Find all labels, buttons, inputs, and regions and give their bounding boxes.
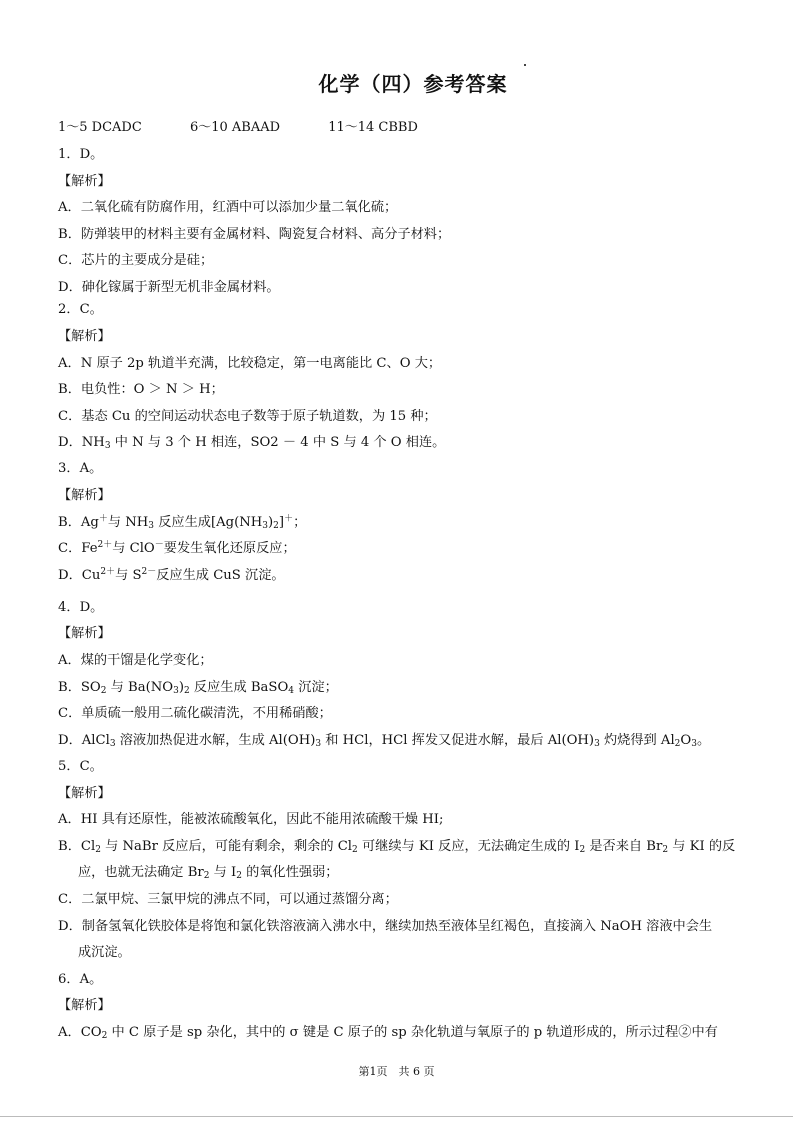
page-footer: 第1页 共 6 页	[358, 1065, 435, 1078]
q1-analysis-tag: 【解析】	[58, 174, 111, 189]
q1-option-c: C．芯片的主要成分是硅；	[58, 253, 214, 268]
decorative-dot	[524, 64, 526, 66]
q5-option-d-line1: D．制备氢氧化铁胶体是将饱和氯化铁溶液滴入沸水中，继续加热至液体呈红褐色，直接滴入 NaOH 溶液中会生	[58, 919, 713, 934]
q1-option-a: A．二氧化硫有防腐作用，红酒中可以添加少量二氧化硫；	[58, 200, 398, 215]
q3-head: 3．A。	[58, 461, 103, 476]
q4-option-d: D．AlCl$_3$ 溶液加热促进水解，生成 $Al(OH)_3$ 和 HCl，HCl 挥发又促进水解，最后 $Al(OH)_3$ 灼烧得到 $Al_2O_3$。	[58, 733, 711, 749]
summary-11-14: 11～14 CBBD	[328, 120, 418, 135]
q4-option-a: A．煤的干馏是化学变化；	[58, 653, 213, 668]
answer-summary	[58, 116, 418, 135]
q2-option-a: A．N 原子 2p 轨道半充满，比较稳定，第一电离能比 C、O 大；	[58, 356, 442, 371]
q1-head: 1．D。	[58, 147, 104, 162]
q2-head: 2．C。	[58, 302, 103, 317]
q5-option-d-line2: 成沉淀。	[78, 945, 131, 960]
q2-option-b: B．电负性：O ＞ N ＞ H；	[58, 382, 224, 397]
q6-head: 6．A。	[58, 972, 103, 987]
q2-option-c: C．基态 Cu 的空间运动状态电子数等于原子轨道数，为 15 种；	[58, 409, 437, 424]
q5-option-c: C．二氯甲烷、三氯甲烷的沸点不同，可以通过蒸馏分离；	[58, 892, 398, 907]
summary-1-5: 1～5 DCADC	[58, 120, 142, 135]
q5-analysis-tag: 【解析】	[58, 786, 111, 801]
q3-option-d: D．$Cu^{2+}$与 $S^{2-}$反应生成 CuS 沉淀。	[58, 567, 285, 583]
q5-option-b-line2: 应，也就无法确定 $Br_2$ 与 $I_2$ 的氧化性强弱；	[78, 865, 339, 881]
q3-option-b: B．Ag＋与 $NH_3$ 反应生成$[Ag(NH_3)_2]^+$；	[58, 514, 307, 531]
q1-option-d: D．砷化镓属于新型无机非金属材料。	[58, 280, 280, 295]
q4-option-c: C．单质硫一般用二硫化碳清洗，不用稀硝酸；	[58, 706, 332, 721]
q1-option-b: B．防弹装甲的材料主要有金属材料、陶瓷复合材料、高分子材料；	[58, 227, 451, 242]
summary-6-10: 6～10 ABAAD	[189, 120, 281, 135]
bottom-rule	[0, 1116, 793, 1117]
q3-analysis-tag: 【解析】	[58, 488, 111, 503]
q6-option-a: A．$CO_2$ 中 C 原子是 sp 杂化，其中的 σ 键是 C 原子的 sp 杂化轨道与氧原子的 p 轨道形成的，所示过程②中有	[58, 1025, 718, 1041]
q4-head: 4．D。	[58, 600, 104, 615]
q2-option-d: D．$NH_3$ 中 N 与 3 个 H 相连，SO2 － 4 中 S 与 4 个 O 相连。	[58, 435, 446, 451]
q4-option-b: B．$SO_2$ 与 $Ba(NO_3)_2$ 反应生成 BaSO$_4$ 沉淀；	[58, 680, 338, 696]
q2-analysis-tag: 【解析】	[58, 329, 111, 344]
q5-option-b-line1: B．$Cl_2$ 与 NaBr 反应后，可能有剩余，剩余的 $Cl_2$ 可继续与 KI 反应，无法确定生成的 $I_2$ 是否来自 $Br_2$ 与 KI 的反	[58, 839, 736, 855]
q6-analysis-tag: 【解析】	[58, 998, 111, 1013]
q5-option-a: A．HI 具有还原性，能被浓硫酸氧化，因此不能用浓硫酸干燥 HI;	[58, 812, 444, 827]
q3-option-c: C．$Fe^{2+}$与 ClO－要发生氧化还原反应；	[58, 540, 296, 556]
q4-analysis-tag: 【解析】	[58, 626, 111, 641]
q5-head: 5．C。	[58, 759, 103, 774]
page-title: 化学（四）参考答案	[318, 72, 508, 96]
